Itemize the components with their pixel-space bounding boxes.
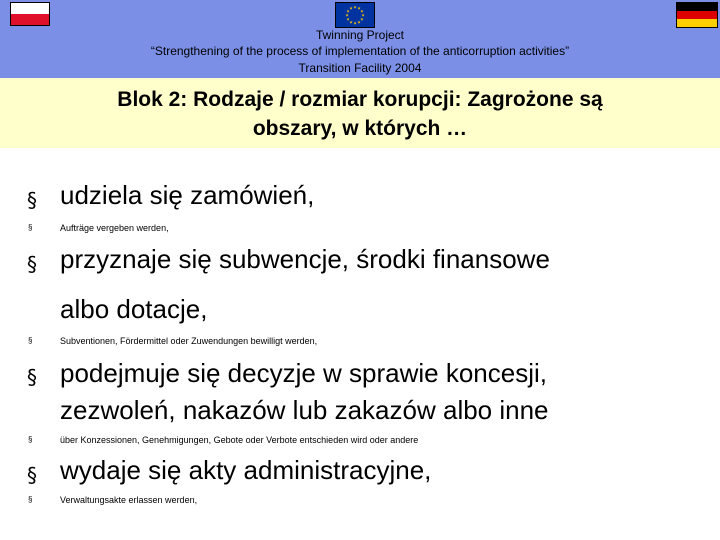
svg-text:★: ★ [353,4,357,10]
list-item-pl-continued: albo dotacje, [60,294,208,324]
svg-text:★: ★ [360,8,364,14]
sub-bullet-icon: § [28,435,33,444]
svg-text:★: ★ [349,19,353,25]
list-item-de: Verwaltungsakte erlassen werden, [60,495,198,505]
svg-text:★: ★ [346,16,350,22]
list-item-pl: przyznaje się subwencje, środki finansowe [60,244,550,274]
list-item-de: Subventionen, Fördermittel oder Zuwendungen bewilligt werden, [60,336,318,346]
sub-bullet-icon: § [28,495,33,504]
poland-flag-icon [10,2,50,26]
svg-text:★: ★ [360,16,364,22]
list-item-pl: podejmuje się decyzje w sprawie koncesji, [60,358,548,388]
list-item-de: über Konzessionen, Genehmigungen, Gebote oder Verbote entschieden wird oder andere [60,435,419,445]
sub-bullet-icon: § [28,223,33,232]
eu-flag-icon [335,2,375,28]
svg-text:★: ★ [357,19,361,25]
germany-flag-icon [676,2,718,28]
bullet-icon: § [27,365,37,389]
svg-text:★: ★ [357,5,361,11]
slide-title [40,85,680,143]
svg-text:★: ★ [345,12,349,18]
bullet-icon: § [27,252,37,276]
project-facility: Transition Facility 2004 [298,61,422,75]
bullet-icon: § [27,188,37,212]
header-bar [0,0,720,78]
svg-text:★: ★ [349,5,353,11]
slide-title-line2: obszary, w których … [252,117,468,140]
project-subtitle: “Strengthening of the process of implementation of the anticorruption activities” [150,44,570,58]
svg-text:★: ★ [361,12,365,18]
svg-text:★: ★ [353,20,357,26]
list-item-pl: wydaje się akty administracyjne, [60,455,432,485]
list-item-de: Aufträge vergeben werden, [60,223,169,233]
slide-title-line1: Blok 2: Rodzaje / rozmiar korupcji: Zagrożone są [117,88,603,111]
svg-text:★: ★ [346,8,350,14]
list-item-pl-continued: zezwoleń, nakazów lub zakazów albo inne [60,395,549,425]
list-item-pl: udziela się zamówień, [60,180,315,210]
bullet-icon: § [27,463,37,487]
project-name: Twinning Project [315,28,405,42]
sub-bullet-icon: § [28,336,33,345]
